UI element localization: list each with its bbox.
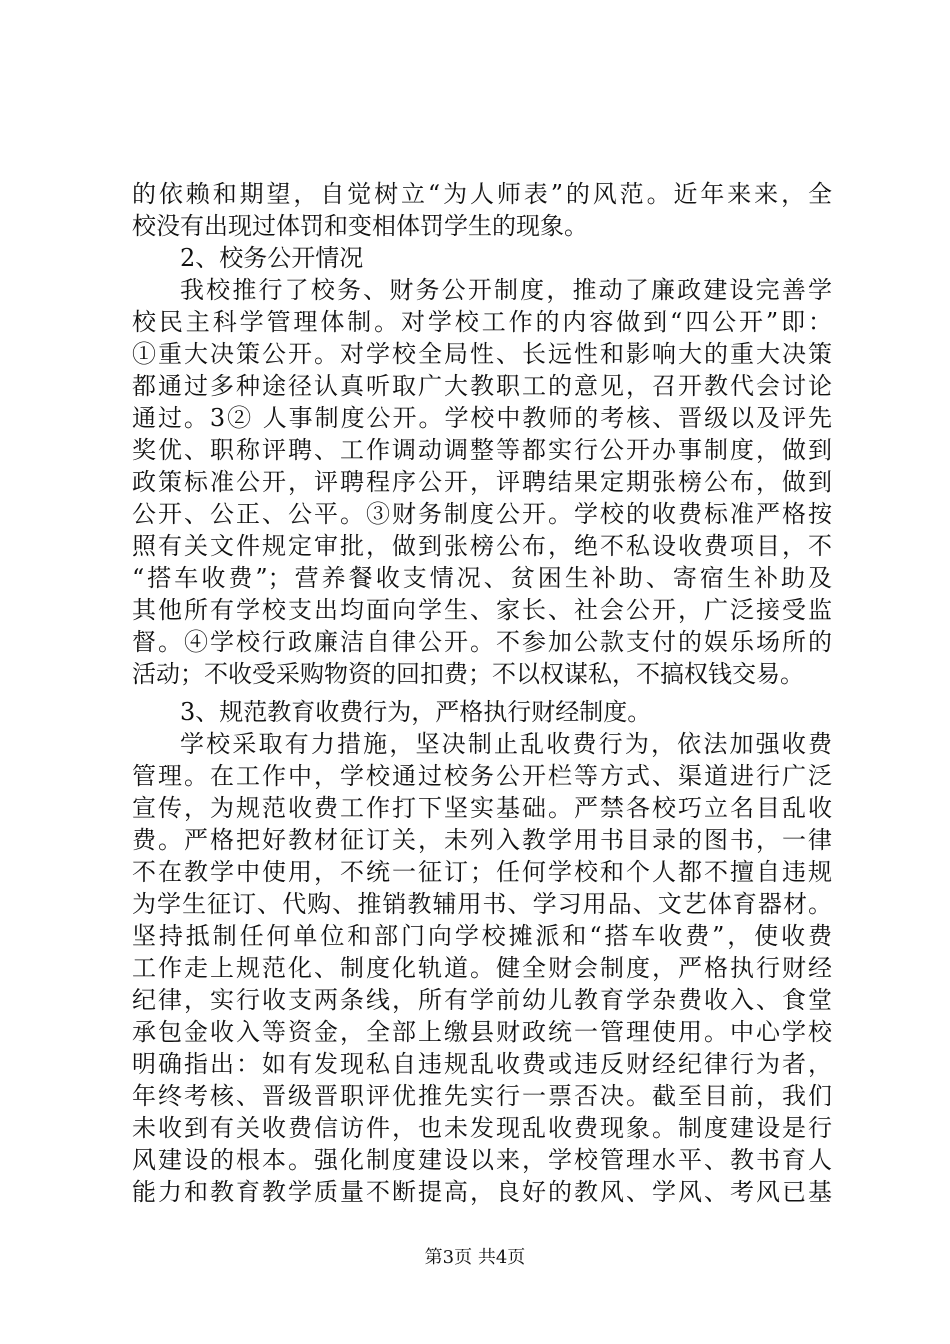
paragraph-line: 风建设的根本。强化制度建设以来，学校管理水平、教书育人 xyxy=(132,1146,832,1174)
paragraph-line: 纪律，实行收支两条线，所有学前幼儿教育学杂费收入、食堂 xyxy=(132,986,832,1014)
paragraph-line: 明确指出：如有发现私自违规乱收费或违反财经纪律行为者， xyxy=(132,1050,832,1078)
paragraph-line: ①重大决策公开。对学校全局性、长远性和影响大的重大决策 xyxy=(132,340,832,368)
paragraph-line: 活动；不收受采购物资的回扣费；不以权谋私，不搞权钱交易。 xyxy=(132,660,804,688)
paragraph-line: 校民主科学管理体制。对学校工作的内容做到“四公开”即： xyxy=(132,308,832,336)
paragraph-line: 学校采取有力措施，坚决制止乱收费行为，依法加强收费 xyxy=(180,730,832,758)
paragraph-line: 宣传，为规范收费工作打下坚实基础。严禁各校巧立名目乱收 xyxy=(132,794,832,822)
page-number-footer: 第3页 共4页 xyxy=(424,1247,526,1268)
paragraph-line: 奖优、职称评聘、工作调动调整等都实行公开办事制度，做到 xyxy=(132,436,832,464)
paragraph-line: 未收到有关收费信访件，也未发现乱收费现象。制度建设是行 xyxy=(132,1114,832,1142)
paragraph-line: 照有关文件规定审批，做到张榜公布，绝不私设收费项目，不 xyxy=(132,532,832,560)
paragraph-line: 为学生征订、代购、推销教辅用书、学习用品、文艺体育器材。 xyxy=(132,890,832,918)
paragraph-line: 公开、公正、公平。③财务制度公开。学校的收费标准严格按 xyxy=(132,500,832,528)
paragraph-line: 督。④学校行政廉洁自律公开。不参加公款支付的娱乐场所的 xyxy=(132,628,832,656)
paragraph-line: 的依赖和期望，自觉树立“为人师表”的风范。近年来来，全 xyxy=(132,180,832,208)
paragraph-line: 承包金收入等资金，全部上缴县财政统一管理使用。中心学校 xyxy=(132,1018,832,1046)
paragraph-line: 不在教学中使用，不统一征订；任何学校和个人都不擅自违规 xyxy=(132,858,832,886)
text-block-lower xyxy=(132,696,832,1208)
paragraph-line: 校没有出现过体罚和变相体罚学生的现象。 xyxy=(132,212,588,240)
paragraph-line: 我校推行了校务、财务公开制度，推动了廉政建设完善学 xyxy=(180,276,832,304)
paragraph-line: 能力和教育教学质量不断提高，良好的教风、学风、考风已基 xyxy=(132,1178,832,1206)
text-block-upper xyxy=(132,178,832,690)
section-heading-3: 3、规范教育收费行为，严格执行财经制度。 xyxy=(180,698,652,726)
paragraph-line: 工作走上规范化、制度化轨道。健全财会制度，严格执行财经 xyxy=(132,954,832,982)
paragraph-line: 都通过多种途径认真听取广大教职工的意见，召开教代会讨论 xyxy=(132,372,832,400)
paragraph-line: 管理。在工作中，学校通过校务公开栏等方式、渠道进行广泛 xyxy=(132,762,832,790)
paragraph-line: 年终考核、晋级晋职评优推先实行一票否决。截至目前，我们 xyxy=(132,1082,832,1110)
paragraph-line: 通过。3② 人事制度公开。学校中教师的考核、晋级以及评先 xyxy=(132,404,832,432)
paragraph-line: 政策标准公开，评聘程序公开，评聘结果定期张榜公布，做到 xyxy=(132,468,832,496)
section-heading-2: 2、校务公开情况 xyxy=(180,244,364,272)
paragraph-line: 其他所有学校支出均面向学生、家长、社会公开，广泛接受监 xyxy=(132,596,832,624)
paragraph-line: 坚持抵制任何单位和部门向学校摊派和“搭车收费”，使收费 xyxy=(132,922,832,950)
paragraph-line: 费。严格把好教材征订关，未列入教学用书目录的图书，一律 xyxy=(132,826,832,854)
paragraph-line: “搭车收费”；营养餐收支情况、贫困生补助、寄宿生补助及 xyxy=(132,564,832,592)
